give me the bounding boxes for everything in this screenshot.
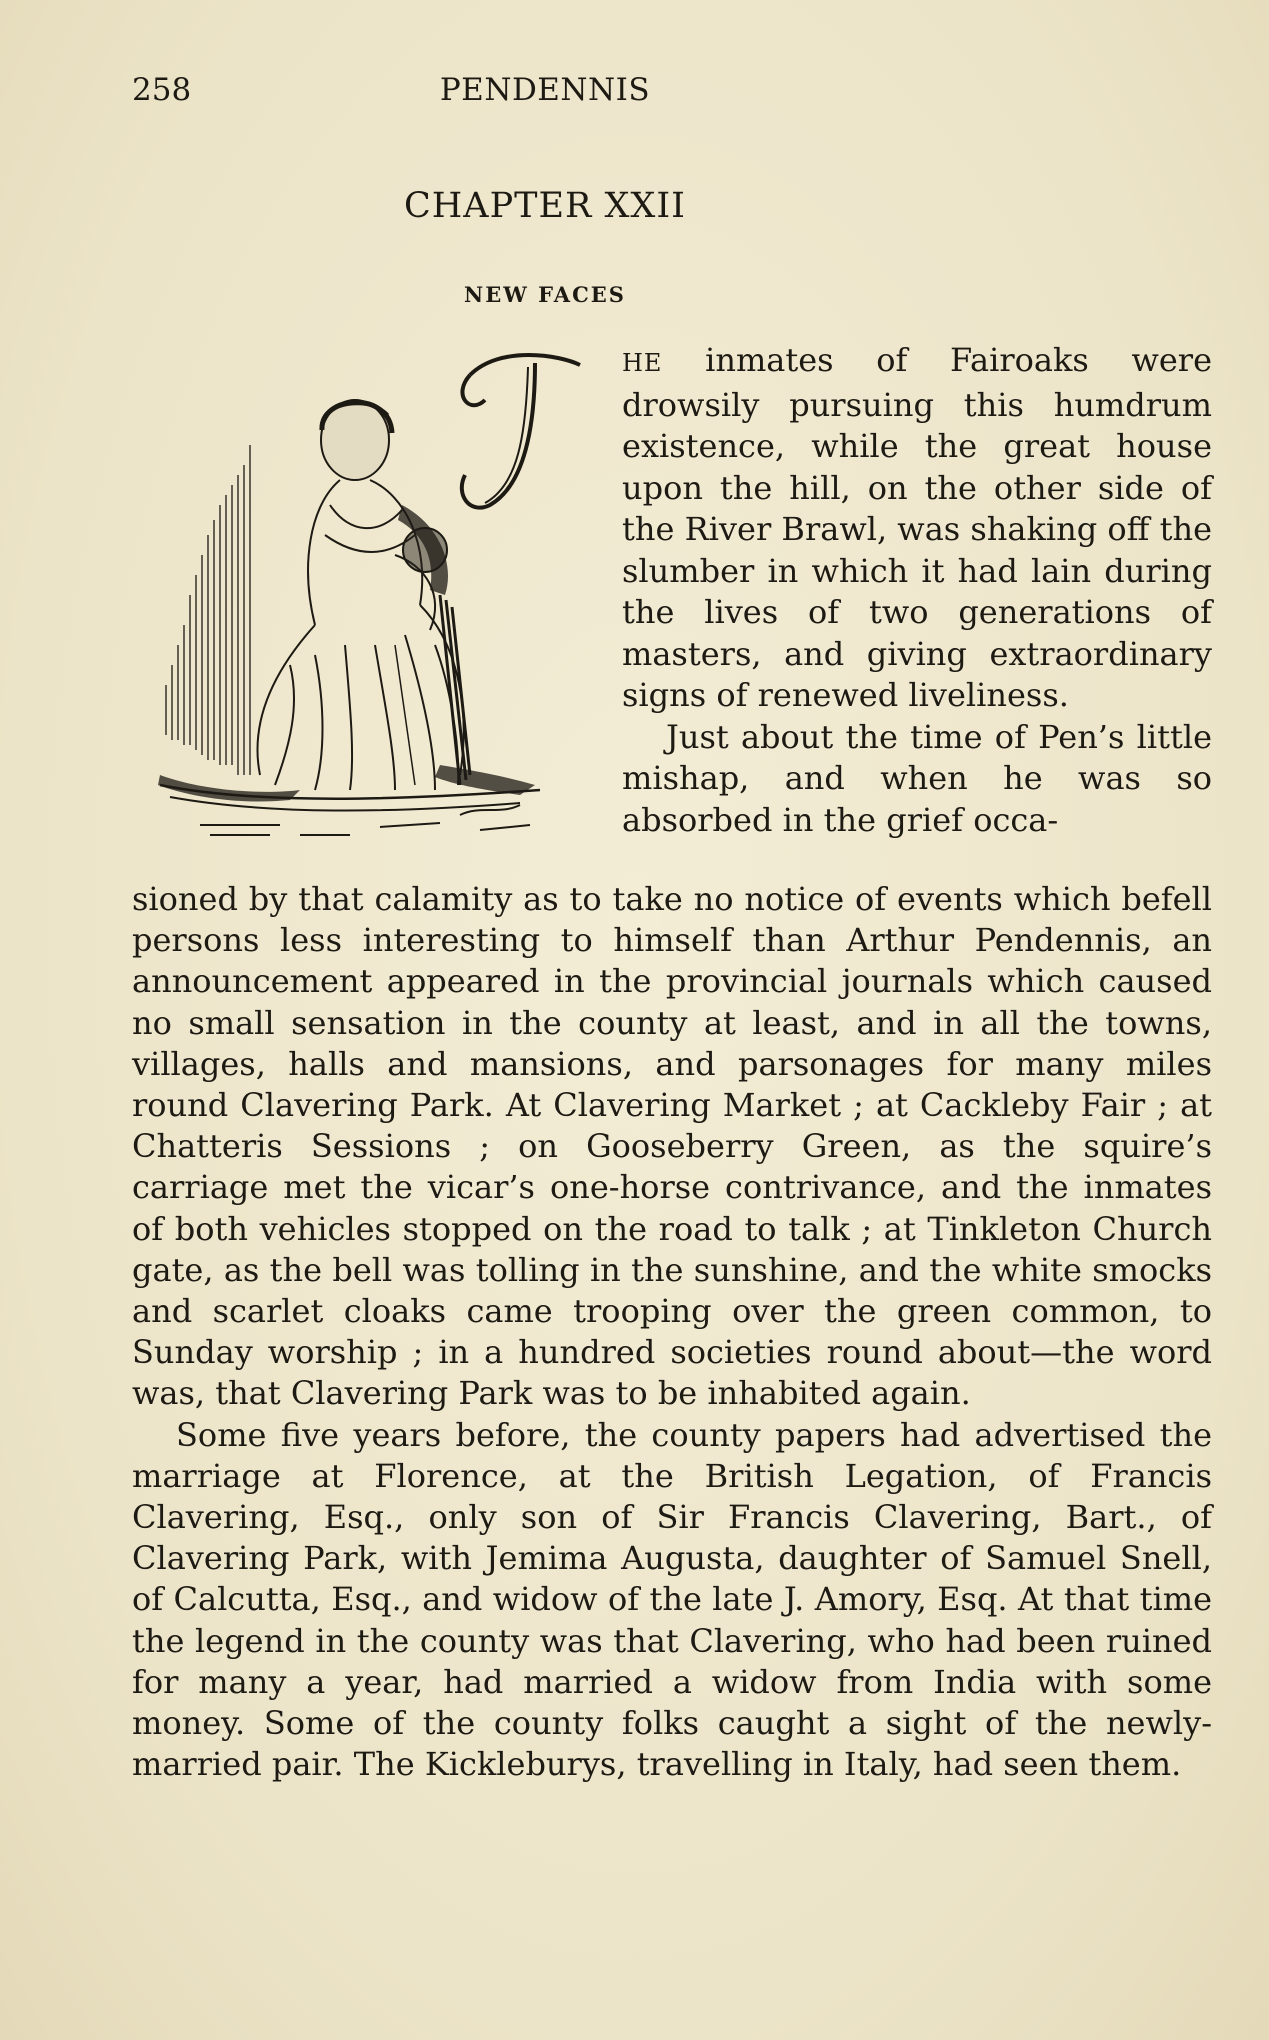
chapter-title: CHAPTER XXII xyxy=(404,186,686,226)
paragraph-3: Some five years before, the county papers had advertised the marriage at Florence, at the British Legation, of Francis Clavering, Esq., only son of Sir Francis Clavering, Bart., of Clavering Park, with Jemima Augusta, daughter of Samuel Snell, of Calcutta, Esq., and widow of the late J. Amory, Esq. At that time the legend in the county was that Clavering, who had been ruined for many a year, had married a widow from India with some money. Some of the county folks caught a sight of the newly-married pair. The Kickleburys, travelling in Italy, had seen them. xyxy=(132,1415,1212,1784)
full-width-text xyxy=(132,879,1212,1785)
page-header xyxy=(132,72,1212,112)
chapter-subtitle: NEW FACES xyxy=(464,282,626,307)
paragraph-1 xyxy=(622,340,1212,717)
paragraph-1-text: inmates of Fairoaks were drowsily pursuing this humdrum existence, while the great house upon the hill, on the other side of the River Brawl, was shaking off the slumber in which it had lain during the lives of two generations of masters, and giving extraordinary signs of renewed liveliness. xyxy=(622,341,1212,714)
drop-cap-t-woman-illustration-icon xyxy=(140,345,610,865)
paragraph-2-continued: sioned by that calamity as to take no notice of events which befell persons less interesting to himself than Arthur Pendennis, an announcement appeared in the provincial journals which caused no small sensation in the county at least, and in all the towns, villages, halls and mansions, and parsonages for many miles round Clavering Park. At Clavering Market ; at Cackleby Fair ; at Chatteris Sessions ; on Gooseberry Green, as the squire’s carriage met the vicar’s one-horse contrivance, and the inmates of both vehicles stopped on the road to talk ; at Tinkleton Church gate, as the bell was tolling in the sunshine, and the white smocks and scarlet cloaks came trooping over the green common, to Sunday worship ; in a hundred societies round about—the word was, that Clavering Park was to be inhabited again. xyxy=(132,880,1212,1413)
paragraph-2-start: Just about the time of Pen’s little mishap, and when he was so absorbed in the grief occa- xyxy=(622,717,1212,839)
dropcap-continuation: HE xyxy=(622,349,663,377)
wrapped-paragraph xyxy=(622,340,1212,841)
page-number: 258 xyxy=(132,72,192,108)
running-title: PENDENNIS xyxy=(439,72,651,108)
